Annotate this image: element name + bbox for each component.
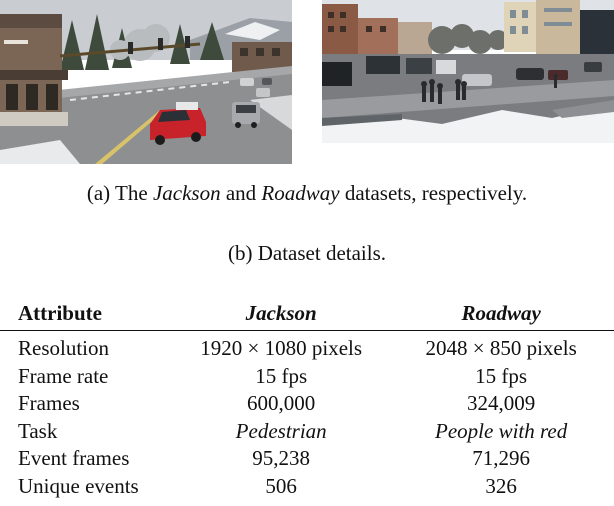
figure-caption-a [0, 181, 614, 205]
attribute-cell: Unique events [18, 473, 139, 498]
table-row-resolution [0, 331, 614, 363]
table-row-event-frames [0, 445, 614, 473]
caption-a-jackson: Jackson [152, 181, 221, 205]
roadway-cell: 2048 × 850 pixels [425, 336, 577, 360]
caption-a-prefix: (a) The [86, 181, 153, 205]
roadway-cell: 71,296 [472, 446, 530, 470]
header-roadway: Roadway [388, 296, 614, 331]
dataset-details-table [0, 296, 614, 500]
roadway-cell: 15 fps [475, 363, 528, 388]
header-attribute: Attribute [0, 296, 174, 331]
jackson-cell: Pedestrian [235, 418, 327, 443]
table-row-unique-events [0, 473, 614, 501]
jackson-cell: 15 fps [255, 363, 308, 388]
header-jackson: Jackson [174, 296, 388, 331]
caption-a-roadway: Roadway [261, 181, 340, 205]
caption-a-middle: and [220, 181, 262, 205]
roadway-cell: 324,009 [467, 391, 536, 415]
attribute-cell: Resolution [18, 336, 110, 360]
attribute-cell: Frames [18, 391, 80, 415]
jackson-cell: 506 [265, 473, 297, 498]
roadway-cell: People with red [435, 418, 568, 443]
jackson-cell: 1920 × 1080 pixels [200, 336, 363, 360]
table-row-frame-rate [0, 363, 614, 391]
table-row-frames [0, 390, 614, 418]
table-row-task [0, 418, 614, 446]
attribute-cell: Event frames [18, 446, 130, 470]
jackson-cell: 95,238 [252, 446, 311, 470]
attribute-cell: Task [18, 418, 58, 443]
jackson-cell: 600,000 [247, 391, 316, 415]
caption-a-suffix: datasets, respectively. [339, 181, 528, 205]
table-header-row [0, 296, 614, 331]
figure-caption-b: (b) Dataset details. [227, 241, 387, 265]
attribute-cell: Frame rate [18, 363, 109, 388]
jackson-dataset-image [0, 0, 292, 164]
roadway-dataset-image [322, 0, 614, 143]
roadway-cell: 326 [485, 473, 517, 498]
